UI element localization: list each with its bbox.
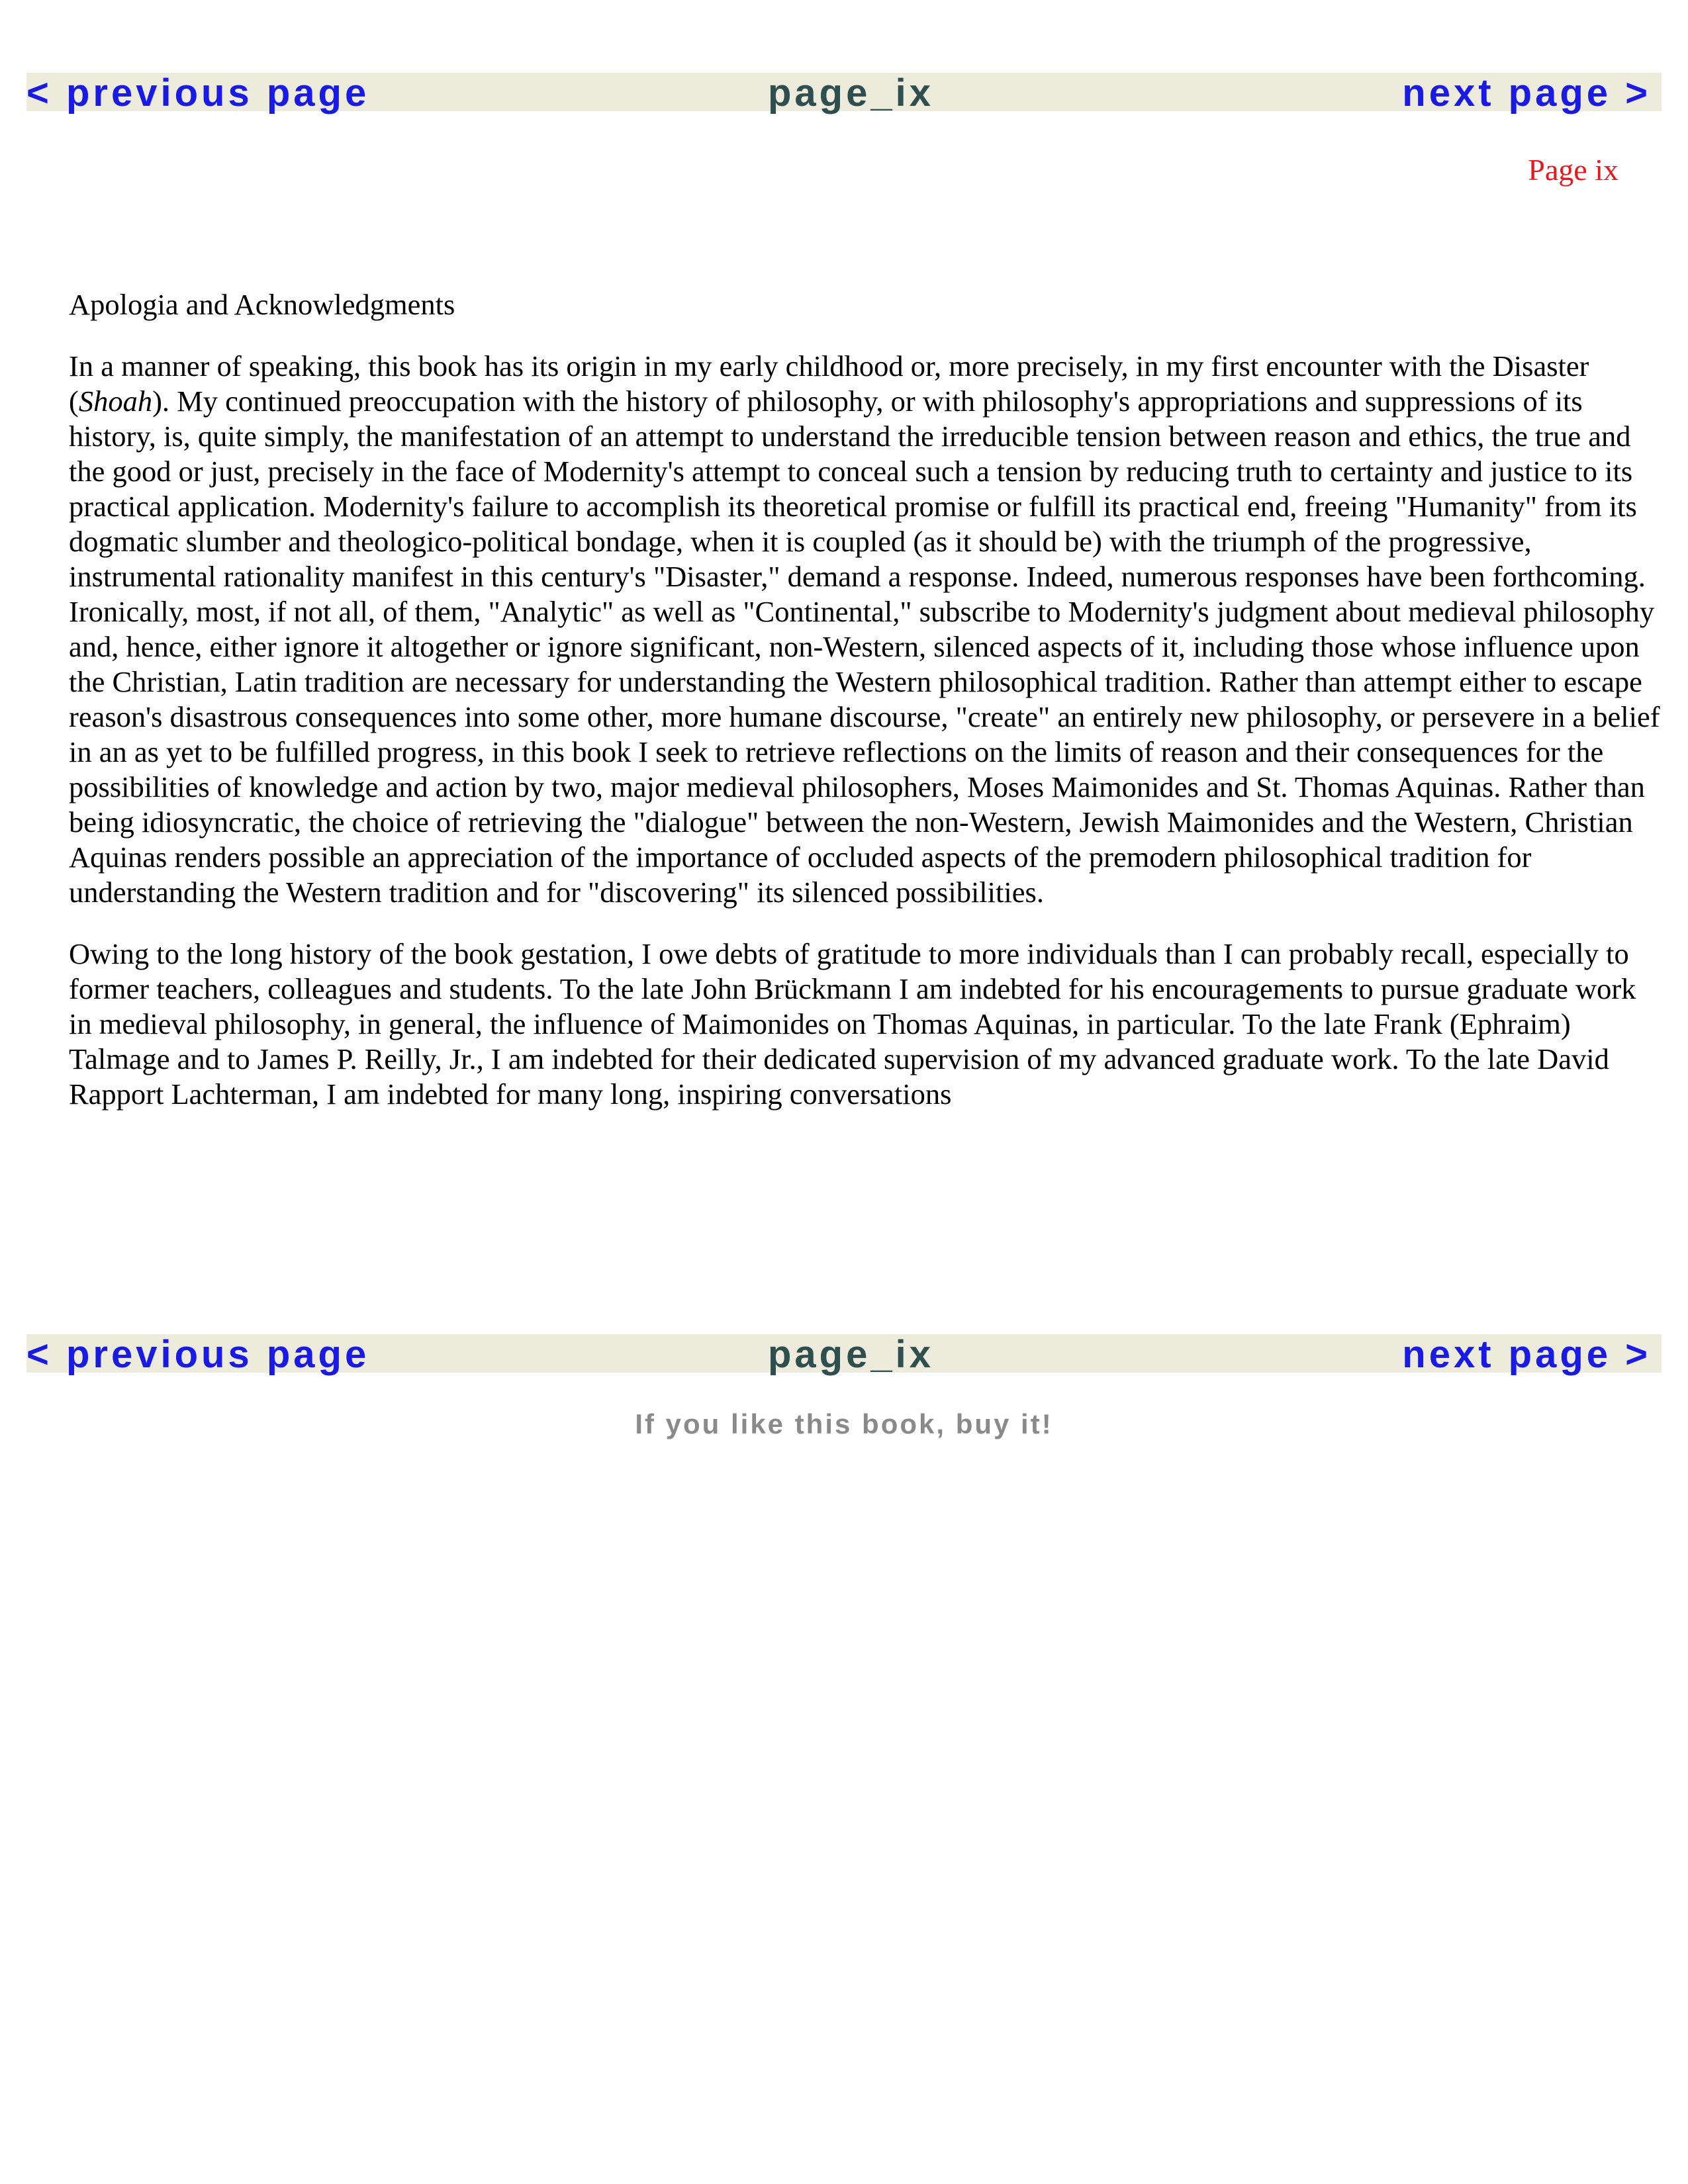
bottom-navigation-bar [26,1333,1662,1376]
paragraph-origin-text-end: ). My continued preoccupation with the history of philosophy, or with philosophy's appropriations and suppressions of its history, is, quite simply, the manifestation of an attempt to understand the irreducible tension between reason and ethics, the true and the good or just, precisely in the face of Modernity's attempt to conceal such a tension by reducing truth to certainty and justice to its practical application. Modernity's failure to accomplish its theoretical promise or fulfill its practical end, freeing "Humanity" from its dogmatic slumber and theologico-political bondage, when it is coupled (as it should be) with the triumph of the progressive, instrumental rationality manifest in this century's "Disaster," demand a response. Indeed, numerous responses have been forthcoming. Ironically, most, if not all, of them, "Analytic" as well as "Continental," subscribe to Modernity's judgment about medieval philosophy and, hence, either ignore it altogether or ignore significant, non-Western, silenced aspects of it, including those whose influence upon the Christian, Latin tradition are necessary for understanding the Western philosophical tradition. Rather than attempt either to escape reason's disastrous consequences into some other, more humane discourse, "create" an entirely new philosophy, or persevere in a belief in an as yet to be fulfilled progress, in this book I seek to retrieve reflections on the limits of reason and their consequences for the possibilities of knowledge and action by two, major medieval philosophers, Moses Maimonides and St. Thomas Aquinas. Rather than being idiosyncratic, the choice of retrieving the "dialogue" between the non-Western, Jewish Maimonides and the Western, Christian Aquinas renders possible an appreciation of the importance of occluded aspects of the premodern philosophical tradition for understanding the Western tradition and for "discovering" its silenced possibilities. [69,385,1660,909]
paragraph-origin-italic-term: Shoah [78,385,153,418]
next-page-link[interactable]: next page > [1402,1333,1651,1376]
top-navigation-bar [26,71,1662,114]
page-label: page_ix [768,71,934,114]
next-page-link[interactable]: next page > [1402,71,1651,114]
buy-book-notice: If you like this book, buy it! [635,1408,1053,1439]
paragraph-origin-text-start: In a manner of speaking, this book has its origin in my early childhood or, more precisely, in my first encounter with the Disaster ( [69,349,1589,418]
page-number-marker: Page ix [1528,153,1618,187]
section-heading: Apologia and Acknowledgments [69,288,455,321]
paragraph-origin [69,349,1664,910]
paragraph-acknowledgments: Owing to the long history of the book gestation, I owe debts of gratitude to more individuals than I can probably recall, especially to former teachers, colleagues and students. To the late John Brückmann I am indebted for his encouragements to pursue graduate work in medieval philosophy, in general, the influence of Maimonides on Thomas Aquinas, in particular. To the late Frank (Ephraim) Talmage and to James P. Reilly, Jr., I am indebted for their dedicated supervision of my advanced graduate work. To the late David Rapport Lachterman, I am indebted for many long, inspiring conversations [69,937,1636,1111]
page-label: page_ix [768,1333,934,1376]
document-body [69,287,1664,1138]
previous-page-link[interactable]: < previous page [26,71,370,114]
previous-page-link[interactable]: < previous page [26,1333,370,1376]
